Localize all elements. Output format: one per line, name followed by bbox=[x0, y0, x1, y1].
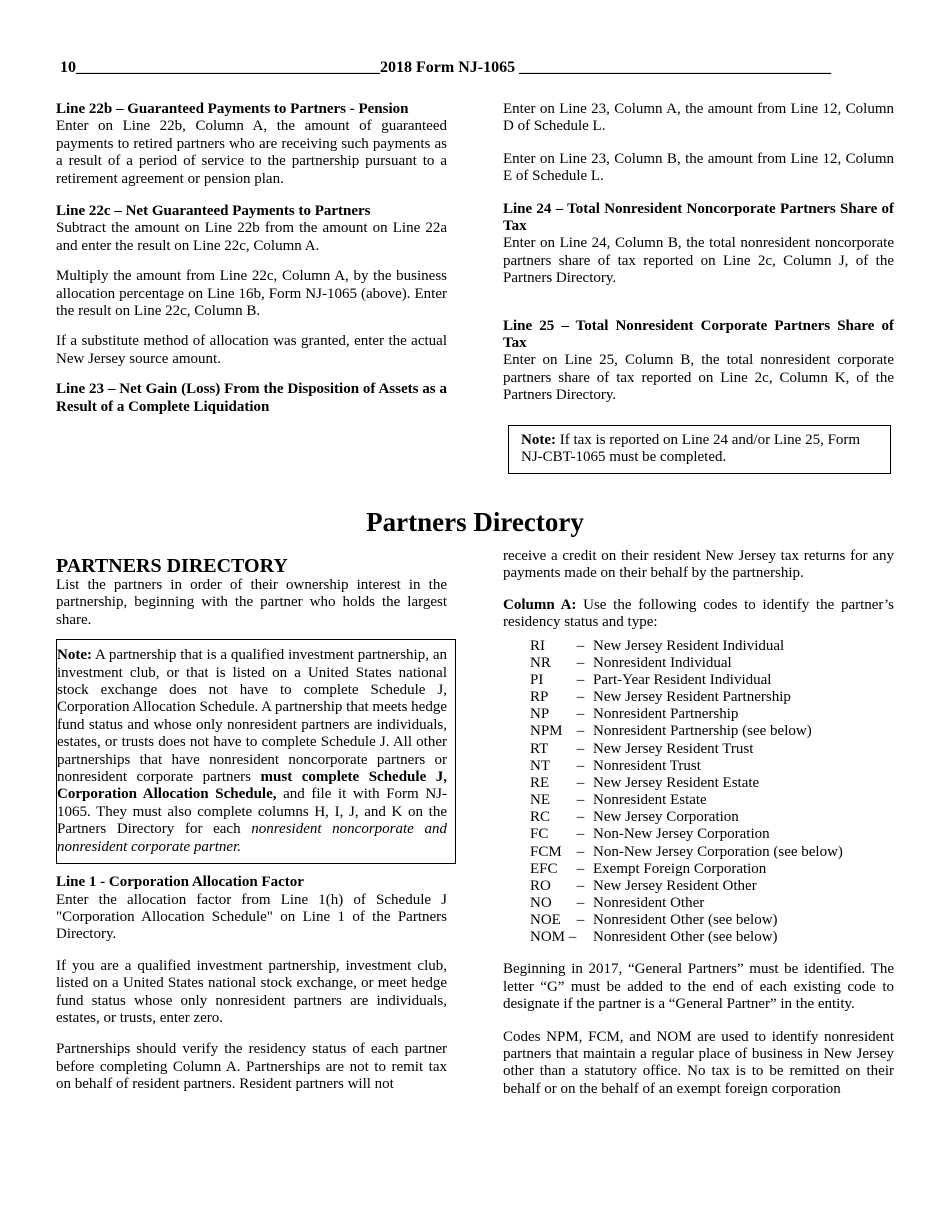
code-dash: – bbox=[576, 843, 585, 860]
code-description: New Jersey Resident Estate bbox=[593, 774, 760, 791]
line23-heading: Line 23 – Net Gain (Loss) From the Disposition of Assets as a Result of a Complete Liquidation bbox=[56, 381, 447, 415]
schedule-j-note-label: Note: bbox=[57, 647, 92, 664]
line22c-heading: Line 22c – Net Guaranteed Payments to Partners bbox=[56, 203, 371, 220]
section-title: Partners Directory bbox=[366, 507, 584, 537]
code-value: FC bbox=[530, 826, 549, 843]
line1-text-3: Partnerships should verify the residency status of each partner before completing Column A. Partnerships are not to remit tax on behalf of resident partners. Resident partners will not bbox=[56, 1041, 447, 1093]
code-dash: – bbox=[576, 654, 585, 671]
general-partners-text: Beginning in 2017, “General Partners” must be identified. The letter “G” must be added to the end of each existing code to designate if the partner is a “General Partner” in the entity. bbox=[503, 961, 894, 1013]
code-dash: – bbox=[576, 740, 585, 757]
code-value: RC bbox=[530, 809, 551, 826]
code-value: NO bbox=[530, 894, 552, 911]
code-row bbox=[530, 792, 843, 809]
header-rule-right: _______________________________________ bbox=[519, 59, 832, 76]
code-row bbox=[530, 638, 843, 655]
tax-note-label: Note: bbox=[521, 431, 556, 448]
code-dash: – bbox=[576, 877, 585, 894]
page-header bbox=[60, 58, 880, 77]
code-description: New Jersey Resident Partnership bbox=[593, 689, 791, 706]
code-description: Nonresident Estate bbox=[593, 792, 707, 809]
code-value: PI bbox=[530, 671, 544, 688]
code-dash: – bbox=[576, 912, 585, 929]
right-top-column bbox=[503, 101, 894, 474]
tax-note-box bbox=[508, 425, 891, 474]
line25-text: Enter on Line 25, Column B, the total nonresident corporate partners share of tax reported on Line 2c, Column K, of the Partners Directory. bbox=[503, 352, 894, 404]
code-description: Nonresident Partnership bbox=[593, 706, 739, 723]
code-row bbox=[530, 706, 843, 723]
code-value: EFC bbox=[530, 860, 558, 877]
code-row bbox=[530, 912, 843, 929]
line24-heading: Line 24 – Total Nonresident Noncorporate Partners Share of Tax bbox=[503, 200, 894, 235]
code-value: NT bbox=[530, 757, 550, 774]
code-row bbox=[530, 655, 843, 672]
continuation-text: receive a credit on their resident New Jersey tax returns for any payments made on their behalf by the partnership. bbox=[503, 548, 894, 582]
line1-heading: Line 1 - Corporation Allocation Factor bbox=[56, 874, 304, 891]
code-description: New Jersey Resident Other bbox=[593, 877, 757, 894]
line24-text: Enter on Line 24, Column B, the total nonresident noncorporate partners share of tax reported on Line 2c, Column J, of the Partners Directory. bbox=[503, 235, 894, 287]
schedule-j-note-italic: nonresident noncorporate and nonresident corporate partner. bbox=[57, 821, 447, 855]
code-description: Nonresident Other (see below) bbox=[593, 912, 778, 929]
code-value: NR bbox=[530, 654, 551, 671]
code-description: Nonresident Trust bbox=[593, 757, 701, 774]
tax-note-text: If tax is reported on Line 24 and/or Line 25, Form NJ-CBT-1065 must be completed. bbox=[521, 431, 861, 466]
schedule-j-note-text-1: A partnership that is a qualified investment partnership, an investment club, or that is listed on a United States national stock exchange does not have to complete Schedule J, Corporation Allocation Schedule. A partnership that meets hedge fund status and whose only nonresident partners are individuals, estates, or trusts does not have to complete Schedule J. All other partnerships that have nonresident noncorporate partners or nonresident corporate partners bbox=[57, 647, 447, 786]
code-description: Nonresident Partnership (see below) bbox=[593, 723, 812, 740]
code-description: Nonresident Other bbox=[593, 894, 705, 911]
code-row bbox=[530, 741, 843, 758]
code-value: RE bbox=[530, 774, 550, 791]
page-number: 10 bbox=[60, 59, 76, 76]
code-row bbox=[530, 878, 843, 895]
code-row bbox=[530, 826, 843, 843]
line22c-text-1: Subtract the amount on Line 22b from the amount on Line 22a and enter the result on Line 22c, Column A. bbox=[56, 220, 447, 254]
line23-text-2: Enter on Line 23, Column B, the amount from Line 12, Column E of Schedule L. bbox=[503, 150, 894, 185]
code-dash: – bbox=[576, 774, 585, 791]
code-value: NP bbox=[530, 706, 550, 723]
schedule-j-note-box bbox=[56, 639, 456, 864]
code-value: RT bbox=[530, 740, 549, 757]
code-row bbox=[530, 809, 843, 826]
nonresident-codes-text: Codes NPM, FCM, and NOM are used to identify nonresident partners that maintain a regular place of business in New Jersey other than a statutory office. No tax is to be remitted on their behalf or on the behalf of an exempt foreign corporation bbox=[503, 1028, 894, 1097]
partners-directory-heading: PARTNERS DIRECTORY bbox=[56, 555, 288, 577]
line25-heading: Line 25 – Total Nonresident Corporate Partners Share of Tax bbox=[503, 317, 894, 352]
code-description: New Jersey Corporation bbox=[593, 809, 739, 826]
code-row bbox=[530, 689, 843, 706]
code-row bbox=[530, 844, 843, 861]
code-dash: – bbox=[576, 792, 585, 809]
column-a-text: Use the following codes to identify the partner’s residency status and type: bbox=[503, 596, 894, 631]
code-dash: – bbox=[576, 723, 585, 740]
line22c-text-2: Multiply the amount from Line 22c, Column A, by the business allocation percentage on Line 16b, Form NJ-1065 (above). Enter the result on Line 22c, Column B. bbox=[56, 268, 447, 320]
schedule-j-note-bold: must complete Schedule J, Corporation Allocation Schedule, bbox=[57, 769, 447, 803]
code-dash: – bbox=[576, 894, 585, 911]
code-description: Exempt Foreign Corporation bbox=[593, 860, 767, 877]
line22b-heading: Line 22b – Guaranteed Payments to Partners - Pension bbox=[56, 101, 409, 117]
code-dash: – bbox=[576, 706, 585, 723]
code-value: NE bbox=[530, 792, 550, 809]
code-row bbox=[530, 723, 843, 740]
code-dash: – bbox=[576, 809, 585, 826]
code-value: NOM – bbox=[530, 929, 577, 946]
code-dash: – bbox=[576, 860, 585, 877]
line23-text-1: Enter on Line 23, Column A, the amount from Line 12, Column D of Schedule L. bbox=[503, 101, 894, 135]
code-row bbox=[530, 929, 843, 946]
column-a-label: Column A: bbox=[503, 596, 577, 613]
code-dash: – bbox=[576, 757, 585, 774]
form-title: 2018 Form NJ-1065 bbox=[380, 59, 516, 76]
left-top-column bbox=[56, 101, 447, 416]
code-value: RO bbox=[530, 877, 551, 894]
code-dash: – bbox=[576, 689, 585, 706]
residency-codes-table bbox=[530, 638, 843, 947]
code-dash: – bbox=[576, 826, 585, 843]
schedule-j-note-text-2: and file it with Form NJ-1065. They must also complete columns H, I, J, and K on the Partners Directory for each bbox=[57, 786, 447, 838]
code-dash: – bbox=[576, 637, 585, 654]
line1-text-2: If you are a qualified investment partnership, investment club, listed on a United States national stock exchange, or meet hedge fund status whose only nonresident partners are individuals, estates, or trusts, enter zero. bbox=[56, 957, 447, 1026]
code-description: Part-Year Resident Individual bbox=[593, 671, 772, 688]
line22b-text: Enter on Line 22b, Column A, the amount of guaranteed payments to retired partners who are receiving such payments as a result of a period of service to the partnership pursuant to a retirement agreement or pension plan. bbox=[56, 118, 447, 187]
header-rule-left: ______________________________________ bbox=[76, 59, 380, 76]
code-row bbox=[530, 861, 843, 878]
partners-directory-intro: List the partners in order of their ownership interest in the partnership, beginning with the partner who holds the largest share. bbox=[56, 577, 447, 628]
code-row bbox=[530, 758, 843, 775]
code-description: Nonresident Individual bbox=[593, 654, 732, 671]
code-description: Nonresident Other (see below) bbox=[593, 929, 778, 946]
code-value: RI bbox=[530, 637, 545, 654]
code-dash: – bbox=[576, 671, 585, 688]
code-description: New Jersey Resident Individual bbox=[593, 637, 785, 654]
code-description: Non-New Jersey Corporation (see below) bbox=[593, 843, 843, 860]
code-row bbox=[530, 775, 843, 792]
line1-text-1: Enter the allocation factor from Line 1(h) of Schedule J "Corporation Allocation Schedule" on Line 1 of the Partners Directory. bbox=[56, 891, 447, 943]
code-value: NOE bbox=[530, 912, 561, 929]
code-value: NPM bbox=[530, 723, 563, 740]
code-row bbox=[530, 672, 843, 689]
code-description: New Jersey Resident Trust bbox=[593, 740, 754, 757]
line22c-text-3: If a substitute method of allocation was granted, enter the actual New Jersey source amount. bbox=[56, 333, 447, 367]
left-bottom-column bbox=[56, 555, 447, 1094]
code-value: FCM bbox=[530, 843, 562, 860]
code-description: Non-New Jersey Corporation bbox=[593, 826, 770, 843]
right-bottom-column bbox=[503, 548, 894, 1098]
code-row bbox=[530, 895, 843, 912]
code-value: RP bbox=[530, 689, 549, 706]
